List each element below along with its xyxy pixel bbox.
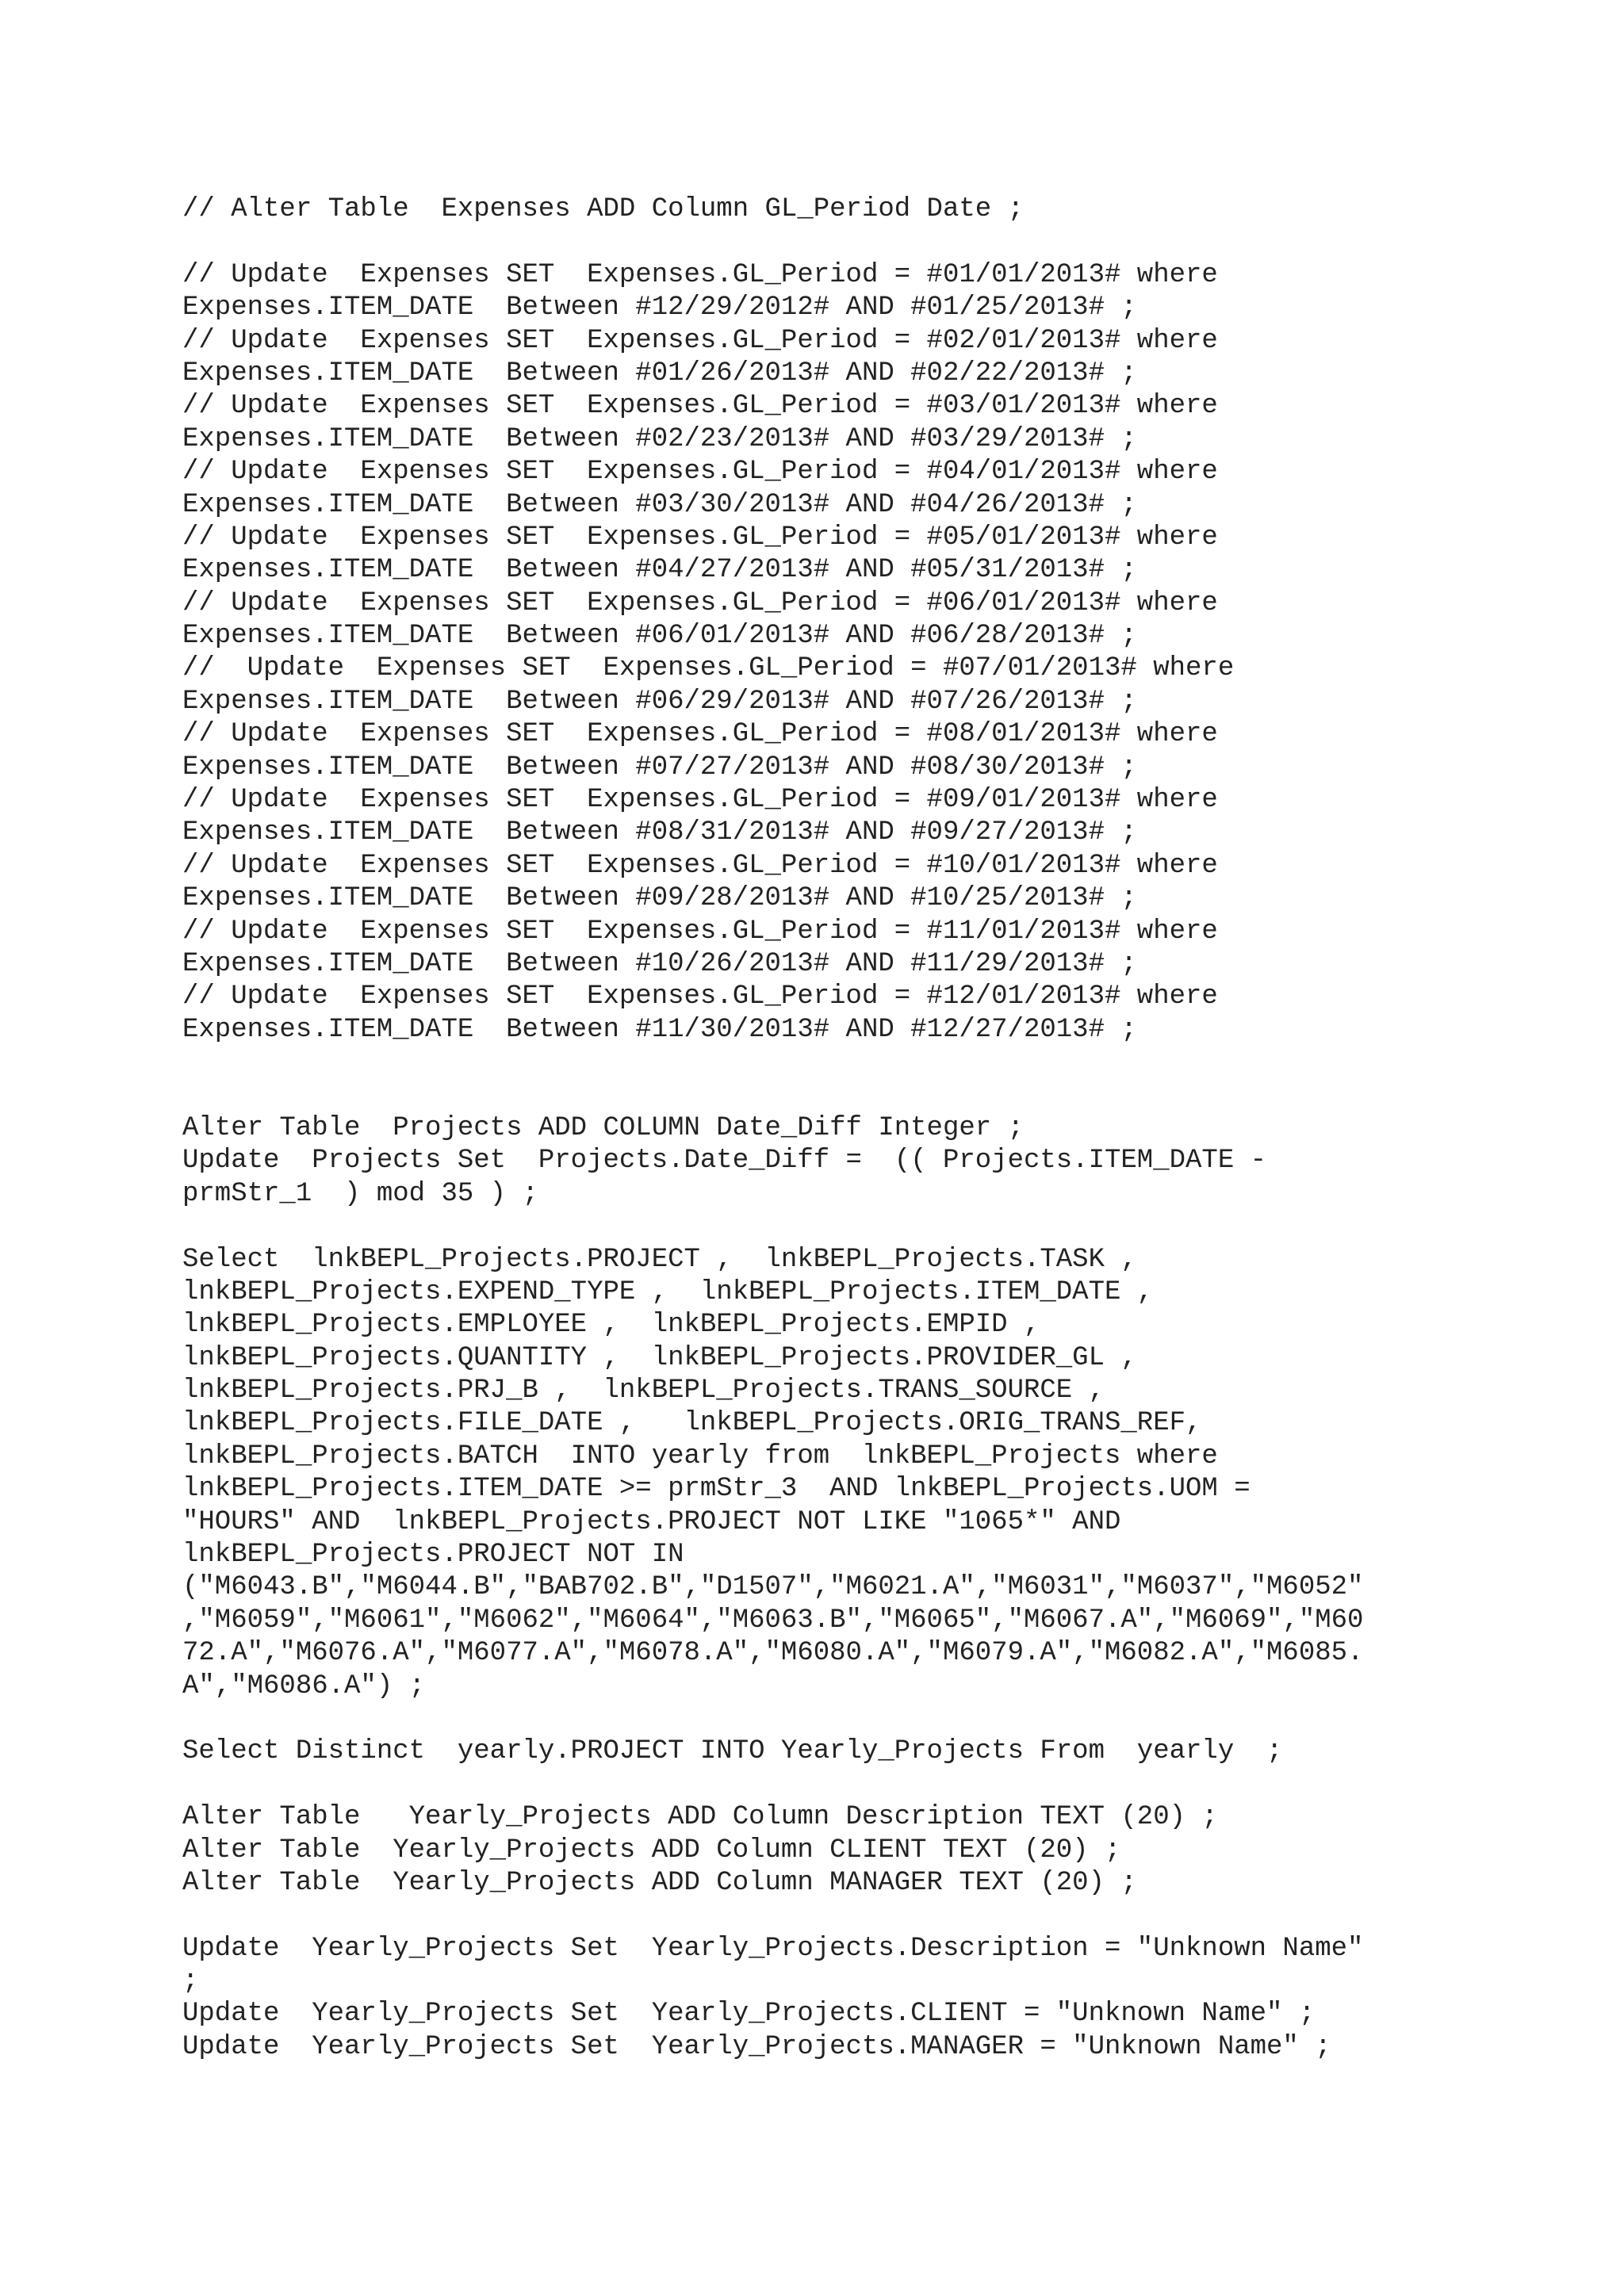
code-line: Alter Table Yearly_Projects ADD Column CLIENT TEXT (20) ; [182, 1835, 1121, 1866]
code-line: Expenses.ITEM_DATE Between #08/31/2013# AND #09/27/2013# ; [182, 817, 1137, 848]
code-line: // Update Expenses SET Expenses.GL_Period = #11/01/2013# where [182, 916, 1218, 947]
code-line: // Update Expenses SET Expenses.GL_Period = #08/01/2013# where [182, 719, 1218, 750]
code-line: // Update Expenses SET Expenses.GL_Period = #02/01/2013# where [182, 325, 1218, 356]
code-line: // Update Expenses SET Expenses.GL_Period = #01/01/2013# where [182, 259, 1218, 290]
code-line [182, 1703, 1451, 1735]
code-line: Expenses.ITEM_DATE Between #04/27/2013# AND #05/31/2013# ; [182, 555, 1137, 586]
code-line: // Update Expenses SET Expenses.GL_Period = #07/01/2013# where [182, 653, 1235, 684]
code-line: // Update Expenses SET Expenses.GL_Period = #06/01/2013# where [182, 587, 1218, 618]
code-line: lnkBEPL_Projects.ITEM_DATE >= prmStr_3 AND lnkBEPL_Projects.UOM = [182, 1474, 1251, 1505]
code-line: prmStr_1 ) mod 35 ) ; [182, 1178, 538, 1209]
code-line: Update Yearly_Projects Set Yearly_Projects.MANAGER = "Unknown Name" ; [182, 2031, 1331, 2062]
code-line: // Alter Table Expenses ADD Column GL_Period Date ; [182, 194, 1024, 224]
code-line: Expenses.ITEM_DATE Between #02/23/2013# AND #03/29/2013# ; [182, 423, 1137, 454]
code-line: Expenses.ITEM_DATE Between #11/30/2013# AND #12/27/2013# ; [182, 1014, 1137, 1045]
code-line [182, 1211, 1451, 1243]
code-line: ,"M6059","M6061","M6062","M6064","M6063.B","M6065","M6067.A","M6069","M60 [182, 1605, 1364, 1636]
code-line: Expenses.ITEM_DATE Between #09/28/2013# AND #10/25/2013# ; [182, 883, 1137, 914]
code-line: lnkBEPL_Projects.EXPEND_TYPE , lnkBEPL_Projects.ITEM_DATE , [182, 1276, 1154, 1307]
code-line: ; [182, 1966, 199, 1997]
code-line: // Update Expenses SET Expenses.GL_Period = #09/01/2013# where [182, 785, 1218, 816]
code-line [182, 1080, 1451, 1112]
code-line [182, 1769, 1451, 1801]
code-line: // Update Expenses SET Expenses.GL_Period = #04/01/2013# where [182, 457, 1218, 488]
code-line: Update Yearly_Projects Set Yearly_Projects.CLIENT = "Unknown Name" ; [182, 1999, 1316, 2030]
code-line: // Update Expenses SET Expenses.GL_Period = #12/01/2013# where [182, 982, 1218, 1012]
code-line: Alter Table Yearly_Projects ADD Column MANAGER TEXT (20) ; [182, 1867, 1137, 1898]
code-line: // Update Expenses SET Expenses.GL_Period = #10/01/2013# where [182, 850, 1218, 881]
code-line: Expenses.ITEM_DATE Between #10/26/2013# AND #11/29/2013# ; [182, 948, 1137, 979]
code-line: Update Projects Set Projects.Date_Diff = (( Projects.ITEM_DATE - [182, 1146, 1267, 1177]
code-line: lnkBEPL_Projects.PROJECT NOT IN [182, 1540, 684, 1571]
code-line: lnkBEPL_Projects.QUANTITY , lnkBEPL_Projects.PROVIDER_GL , [182, 1342, 1137, 1373]
code-line: Expenses.ITEM_DATE Between #03/30/2013# AND #04/26/2013# ; [182, 489, 1137, 520]
code-line: Select lnkBEPL_Projects.PROJECT , lnkBEPL_Projects.TASK , [182, 1244, 1137, 1275]
code-line: lnkBEPL_Projects.BATCH INTO yearly from lnkBEPL_Projects where [182, 1441, 1218, 1471]
code-line: // Update Expenses SET Expenses.GL_Period = #05/01/2013# where [182, 522, 1218, 553]
code-line: Alter Table Yearly_Projects ADD Column Description TEXT (20) ; [182, 1802, 1218, 1833]
code-line: lnkBEPL_Projects.EMPLOYEE , lnkBEPL_Projects.EMPID , [182, 1310, 1040, 1341]
code-line: "HOURS" AND lnkBEPL_Projects.PROJECT NOT LIKE "1065*" AND [182, 1506, 1121, 1537]
code-line: A","M6086.A") ; [182, 1670, 426, 1701]
code-line [182, 226, 1451, 258]
code-line: Update Yearly_Projects Set Yearly_Projects.Description = "Unknown Name" [182, 1933, 1364, 1964]
code-line: lnkBEPL_Projects.PRJ_B , lnkBEPL_Projects.TRANS_SOURCE , [182, 1376, 1105, 1406]
code-line: // Update Expenses SET Expenses.GL_Period = #03/01/2013# where [182, 391, 1218, 422]
code-line [182, 1900, 1451, 1932]
code-line: Expenses.ITEM_DATE Between #01/26/2013# AND #02/22/2013# ; [182, 358, 1137, 388]
code-line: Expenses.ITEM_DATE Between #06/29/2013# AND #07/26/2013# ; [182, 686, 1137, 717]
code-line: Select Distinct yearly.PROJECT INTO Yearly_Projects From yearly ; [182, 1736, 1283, 1767]
code-line: ("M6043.B","M6044.B","BAB702.B","D1507","M6021.A","M6031","M6037","M6052" [182, 1572, 1364, 1603]
code-line: Alter Table Projects ADD COLUMN Date_Diff Integer ; [182, 1112, 1024, 1143]
code-line: lnkBEPL_Projects.FILE_DATE , lnkBEPL_Projects.ORIG_TRANS_REF, [182, 1408, 1202, 1439]
code-line: Expenses.ITEM_DATE Between #12/29/2012# AND #01/25/2013# ; [182, 293, 1137, 323]
sql-code-block [182, 193, 1451, 2064]
code-line: 72.A","M6076.A","M6077.A","M6078.A","M6080.A","M6079.A","M6082.A","M6085. [182, 1638, 1364, 1669]
code-line [182, 1047, 1451, 1079]
code-line: Expenses.ITEM_DATE Between #07/27/2013# AND #08/30/2013# ; [182, 752, 1137, 783]
code-line: Expenses.ITEM_DATE Between #06/01/2013# AND #06/28/2013# ; [182, 621, 1137, 652]
